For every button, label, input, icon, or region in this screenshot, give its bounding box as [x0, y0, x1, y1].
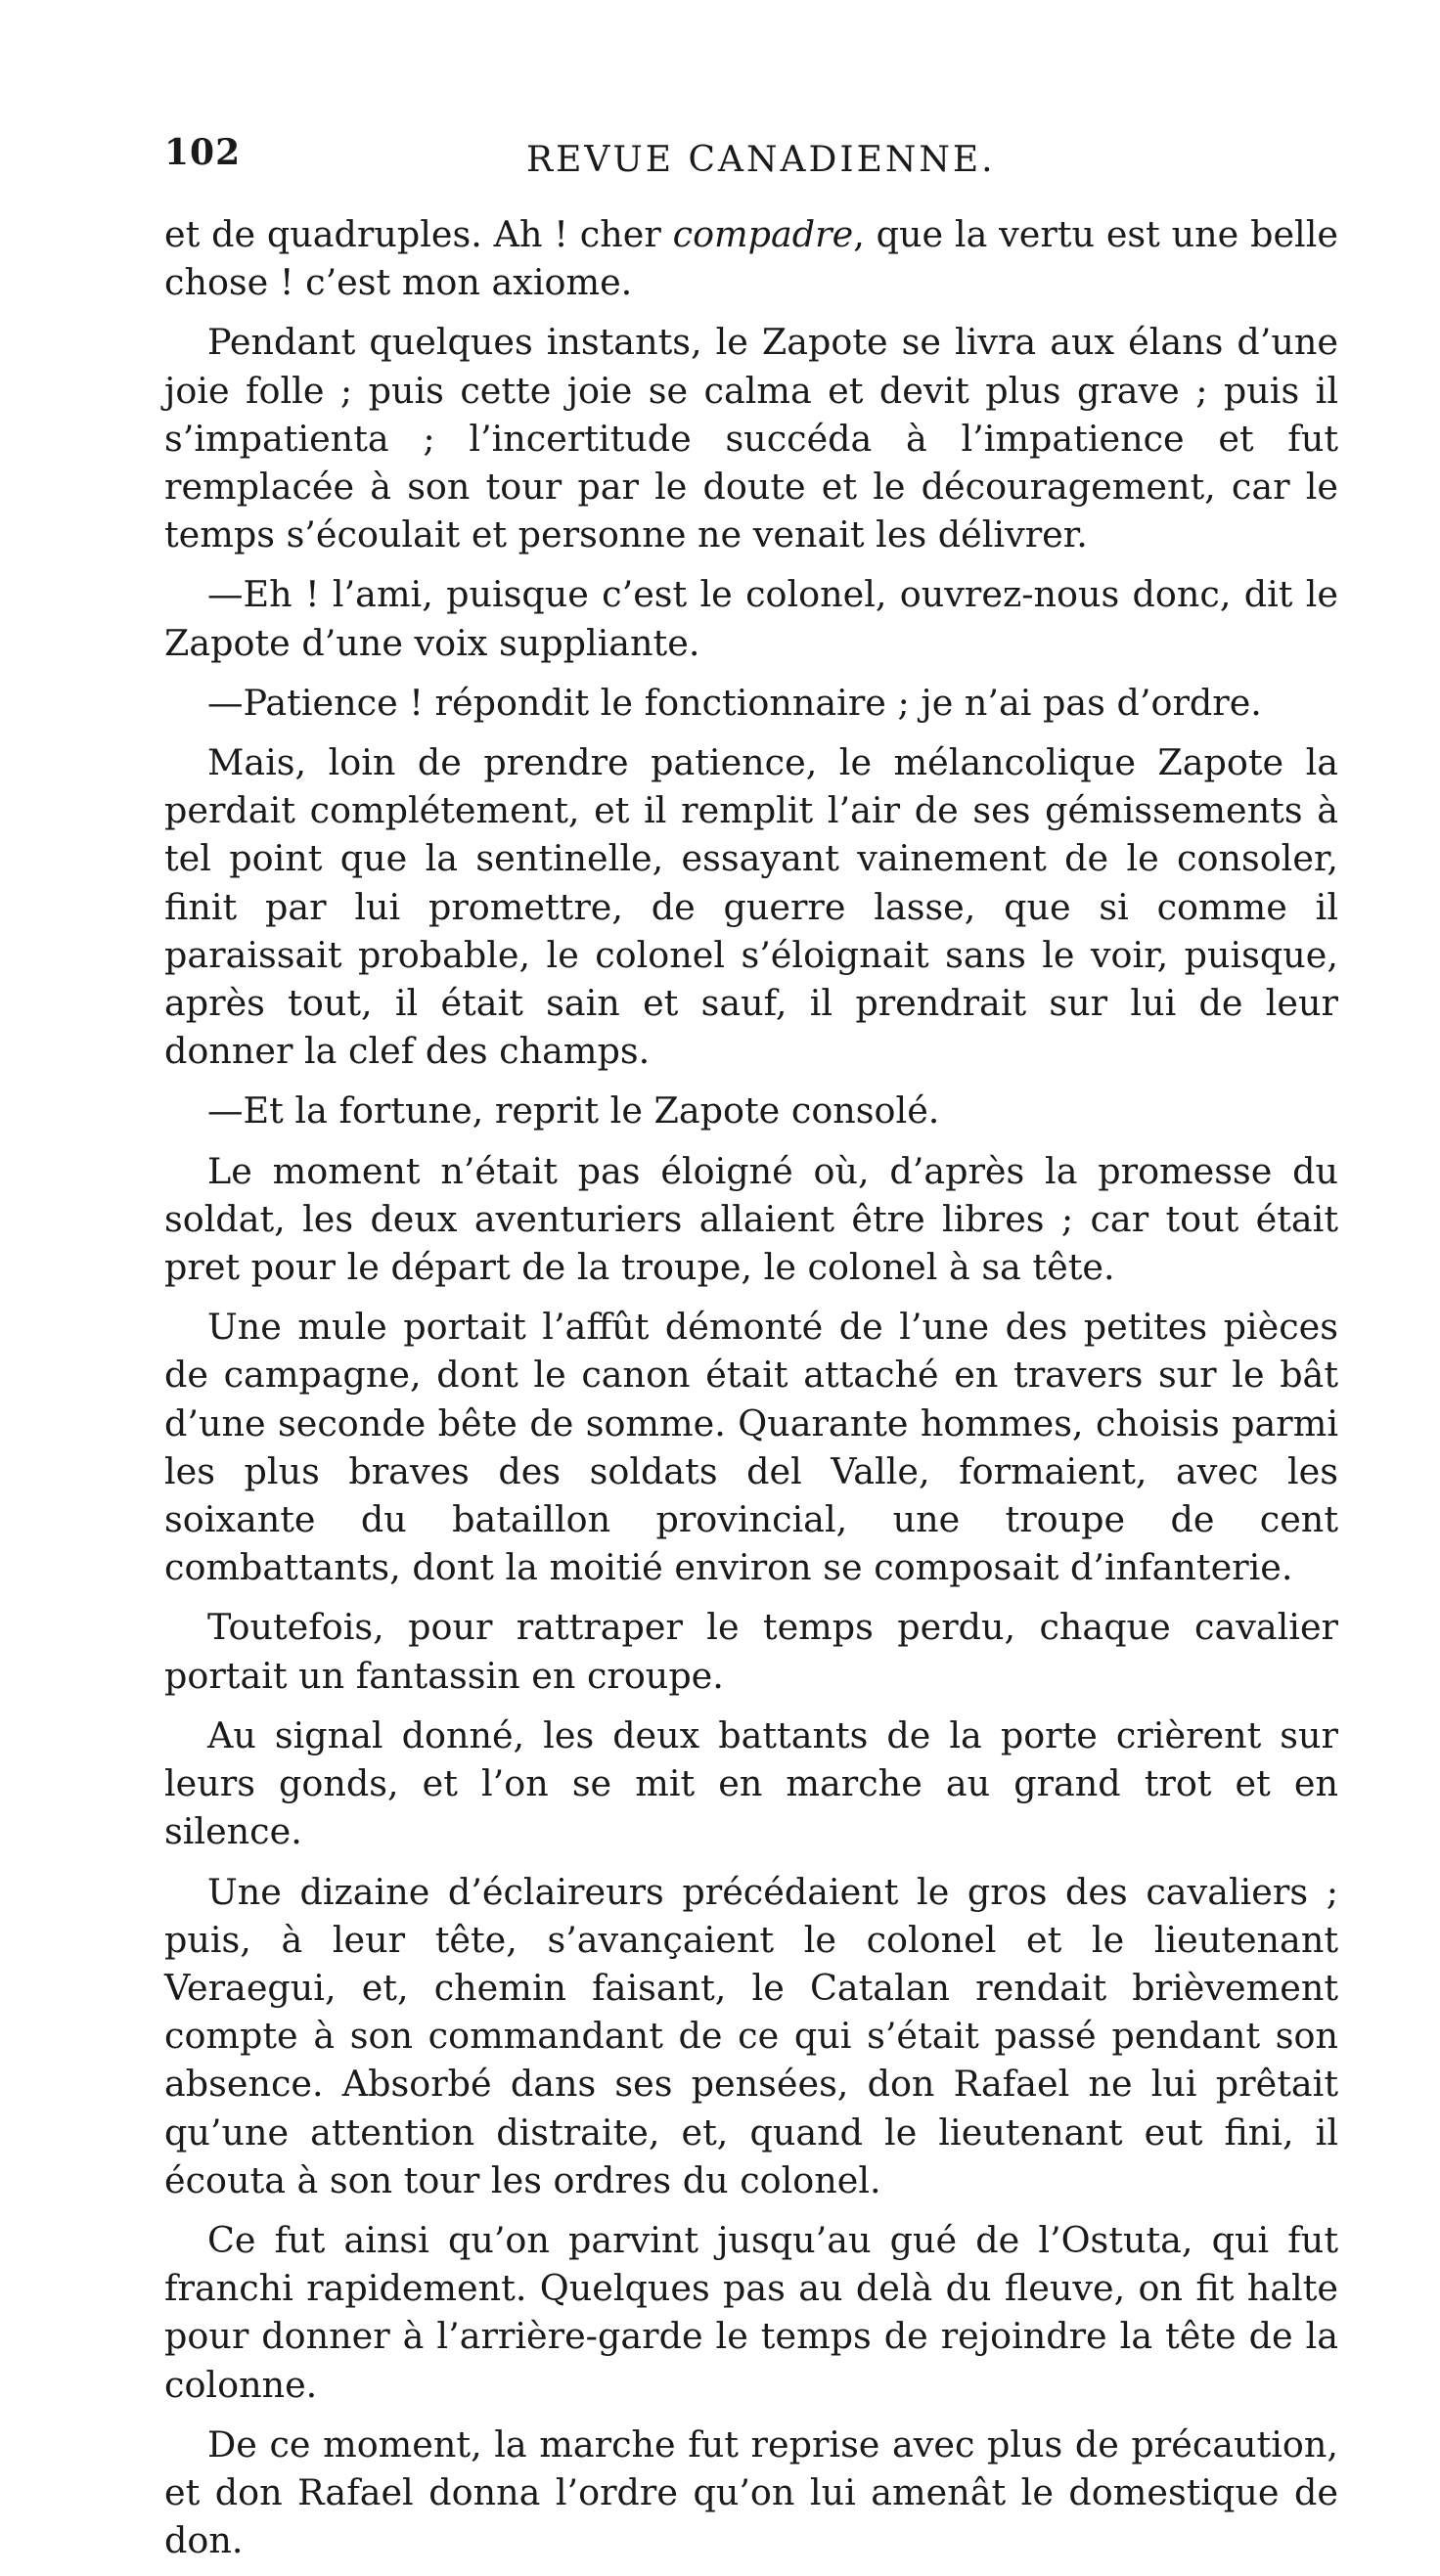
paragraph: Une mule portait l’affût démonté de l’une des petites pièces de campagne, dont le canon était attaché en travers sur le bât d’une seconde bête de somme. Quarante hommes, choisis parmi les plus braves des soldats del Valle, formaient, avec les soixante du bataillon provincial, une troupe de cent combattants, dont la moitié environ se composait d’infanterie. — [164, 1306, 1338, 1589]
dialogue-line: —Et la fortune, reprit le Zapote consolé. — [207, 1089, 940, 1133]
italic-word: compadre — [672, 213, 854, 255]
paragraph: Ce fut ainsi qu’on parvint jusqu’au gué de l’Ostuta, qui fut franchi rapidement. Quelques pas au delà du fleuve, on fit halte pour donner à l’arrière-garde le temps de rejoindre la tête de la colonne. — [164, 2218, 1338, 2406]
paragraph: et de quadruples. Ah ! cher compadre, que la vertu est une belle chose ! c’est mon axiome. — [164, 213, 1339, 304]
paragraph: Une dizaine d’éclaireurs précédaient le gros des cavaliers ; puis, à leur tête, s’avançaient le colonel et le lieutenant Veraegui, et, chemin faisant, le Catalan rendait brièvement compte à son commandant de ce qui s’était passé pendant son absence. Absorbé dans ses pensées, don Rafael ne lui prêtait qu’une attention distraite, et, quand le lieutenant eut fini, il écouta à son tour les ordres du colonel. — [164, 1870, 1338, 2201]
paragraph: Toutefois, pour rattraper le temps perdu, chaque cavalier portait un fantassin en croupe. — [164, 1606, 1338, 1697]
dialogue-line: —Patience ! répondit le fonctionnaire ; je n’ai pas d’ordre. — [207, 681, 1262, 724]
page-header — [164, 132, 1338, 210]
page-number: 102 — [164, 132, 242, 173]
dialogue-line: —Eh ! l’ami, puisque c’est le colonel, ouvrez-nous donc, dit le Zapote d’une voix suppliante. — [164, 573, 1338, 664]
paragraph: Au signal donné, les deux battants de la porte crièrent sur leurs gonds, et l’on se mit en marche au grand trot et en silence. — [164, 1713, 1338, 1853]
paragraph: De ce moment, la marche fut reprise avec plus de précaution, et don Rafael donna l’ordre qu’on lui amenât le domestique de don. — [164, 2422, 1338, 2562]
body-text — [164, 210, 1338, 2564]
paragraph: Le moment n’était pas éloigné où, d’après la promesse du soldat, les deux aventuriers allaient être libres ; car tout était pret pour le départ de la troupe, le colonel à sa tête. — [164, 1149, 1338, 1289]
paragraph: Mais, loin de prendre patience, le mélancolique Zapote la perdait complétement, et il remplit l’air de ses gémissements à tel point que la sentinelle, essayant vainement de le consoler, finit par lui promettre, de guerre lasse, que si comme il paraissait probable, le colonel s’éloignait sans le voir, puisque, après tout, il était sain et sauf, il prendrait sur lui de leur donner la clef des champs. — [164, 741, 1338, 1073]
paragraph: Pendant quelques instants, le Zapote se livra aux élans d’une joie folle ; puis cette joie se calma et devit plus grave ; puis il s’impatienta ; l’incertitude succéda à l’impatience et fut remplacée à son tour par le doute et le découragement, car le temps s’écoulait et personne ne venait les délivrer. — [164, 321, 1338, 556]
book-page — [164, 132, 1338, 2576]
running-title: REVUE CANADIENNE. — [526, 140, 996, 180]
